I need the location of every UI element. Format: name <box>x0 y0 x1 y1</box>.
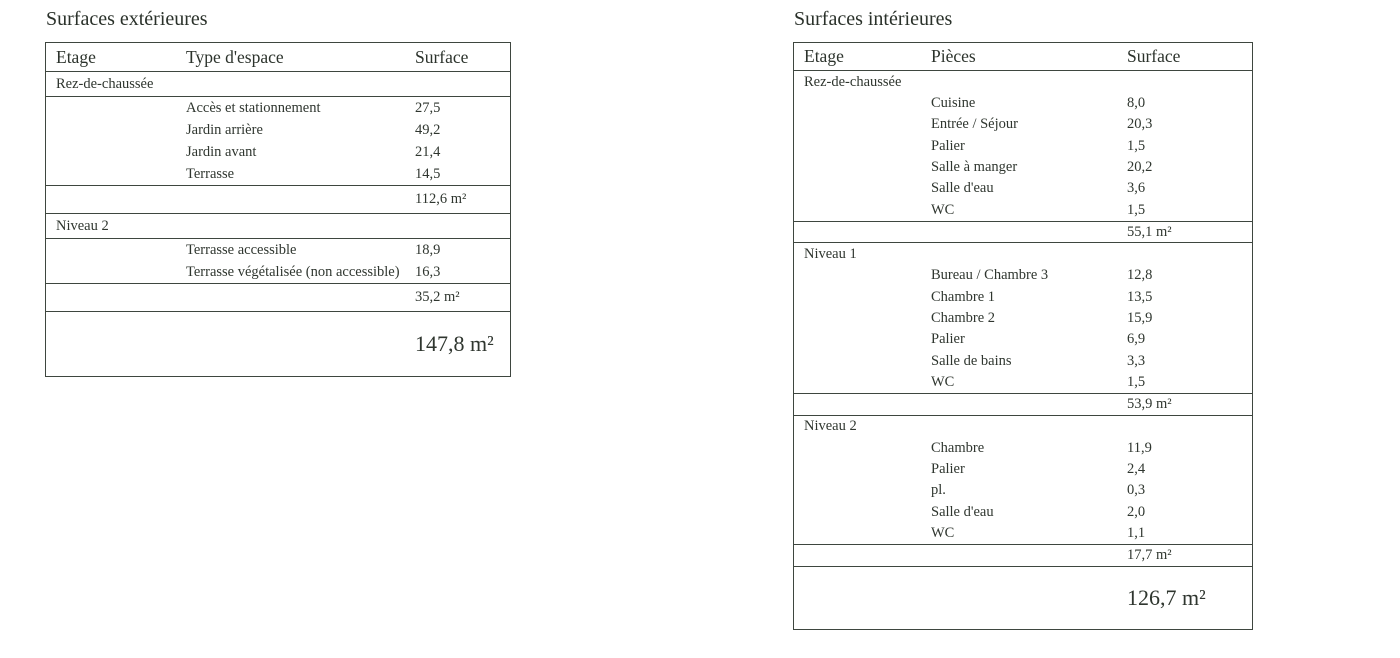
space-label: Jardin arrière <box>186 121 263 138</box>
surface-row <box>794 199 1252 220</box>
space-label: Entrée / Séjour <box>931 116 1018 133</box>
space-label: Accès et stationnement <box>186 99 321 116</box>
surface-value: 14,5 <box>415 165 441 182</box>
section-label: Niveau 2 <box>56 217 109 234</box>
surface-row <box>46 97 510 119</box>
surface-value: 11,9 <box>1127 439 1152 456</box>
surface-value: 1,5 <box>1127 373 1146 390</box>
interior-surfaces-title: Surfaces intérieures <box>794 8 953 30</box>
subtotal-value: 53,9 m² <box>1127 395 1172 412</box>
surface-row <box>794 287 1252 308</box>
table-body <box>46 72 510 376</box>
surface-value: 1,5 <box>1127 137 1146 154</box>
section-label: Niveau 1 <box>804 245 857 262</box>
surface-value: 27,5 <box>415 99 441 116</box>
surface-value: 20,3 <box>1127 116 1153 133</box>
table-header-row <box>46 43 510 72</box>
space-label: pl. <box>931 482 946 499</box>
space-label: Terrasse accessible <box>186 241 297 258</box>
subtotal-row <box>794 393 1252 416</box>
surface-value: 3,6 <box>1127 180 1146 197</box>
interior-surfaces-table <box>793 42 1253 630</box>
space-label: Jardin avant <box>186 143 257 160</box>
column-header-etage: Etage <box>56 46 96 67</box>
surface-value: 1,5 <box>1127 201 1146 218</box>
space-label: Chambre 2 <box>931 310 996 327</box>
subtotal-value: 35,2 m² <box>415 289 460 305</box>
subtotal-value: 55,1 m² <box>1127 223 1172 240</box>
exterior-surfaces-section <box>45 8 511 377</box>
surface-value: 2,0 <box>1127 503 1146 520</box>
space-label: Terrasse végétalisée (non accessible) <box>186 263 400 280</box>
section-label-row <box>794 243 1252 265</box>
surface-row <box>46 163 510 185</box>
surface-row <box>794 178 1252 199</box>
surface-row <box>794 459 1252 480</box>
exterior-surfaces-title: Surfaces extérieures <box>46 8 208 30</box>
surface-row <box>46 261 510 283</box>
total-row <box>794 567 1252 629</box>
space-label: Cuisine <box>931 95 976 112</box>
surface-row <box>46 141 510 163</box>
space-label: Salle d'eau <box>931 180 994 197</box>
space-label: Salle à manger <box>931 159 1018 176</box>
column-header-surface: Surface <box>415 46 469 67</box>
section-label-row <box>794 416 1252 438</box>
space-label: Salle d'eau <box>931 503 994 520</box>
surface-row <box>794 93 1252 114</box>
table-body <box>794 71 1252 629</box>
subtotal-row <box>794 544 1252 567</box>
surface-value: 49,2 <box>415 121 441 138</box>
subtotal-row <box>46 283 510 312</box>
surface-row <box>794 523 1252 544</box>
space-label: WC <box>931 373 955 390</box>
surface-row <box>46 239 510 261</box>
space-label: Terrasse <box>186 165 235 182</box>
total-row <box>46 312 510 376</box>
surface-row <box>794 308 1252 329</box>
space-label: Palier <box>931 461 965 477</box>
surface-value: 16,3 <box>415 263 441 280</box>
space-label: Palier <box>931 137 965 154</box>
surface-row <box>794 157 1252 178</box>
exterior-surfaces-table <box>45 42 511 377</box>
section-label-row <box>794 71 1252 93</box>
space-label: Palier <box>931 331 965 348</box>
total-value: 147,8 m² <box>415 331 494 356</box>
section-label: Rez-de-chaussée <box>56 75 154 92</box>
subtotal-value: 17,7 m² <box>1127 546 1172 563</box>
space-label: WC <box>931 201 955 218</box>
table-header-row <box>794 43 1252 71</box>
surface-value: 2,4 <box>1127 461 1146 477</box>
surface-value: 20,2 <box>1127 159 1153 176</box>
surface-row <box>794 372 1252 393</box>
subtotal-row <box>46 185 510 214</box>
surface-value: 15,9 <box>1127 310 1153 327</box>
surface-row <box>794 329 1252 350</box>
section-label: Niveau 2 <box>804 418 857 435</box>
subtotal-row <box>794 221 1252 244</box>
surface-value: 3,3 <box>1127 352 1146 369</box>
subtotal-value: 112,6 m² <box>415 191 467 207</box>
section-label-row <box>46 72 510 97</box>
total-value: 126,7 m² <box>1127 584 1206 610</box>
surface-value: 1,1 <box>1127 524 1146 541</box>
column-header-surface: Surface <box>1127 46 1181 66</box>
surface-row <box>794 501 1252 522</box>
surface-row <box>794 114 1252 135</box>
section-label-row <box>46 214 510 239</box>
surface-value: 18,9 <box>415 241 441 258</box>
surface-value: 8,0 <box>1127 95 1146 112</box>
space-label: Chambre 1 <box>931 288 996 305</box>
space-label: WC <box>931 524 955 541</box>
surface-value: 12,8 <box>1127 267 1153 284</box>
surface-row <box>794 438 1252 459</box>
surface-value: 0,3 <box>1127 482 1146 499</box>
space-label: Bureau / Chambre 3 <box>931 267 1049 284</box>
surface-row <box>794 265 1252 286</box>
surface-value: 21,4 <box>415 143 441 160</box>
column-header-pieces: Pièces <box>931 46 976 66</box>
section-label: Rez-de-chaussée <box>804 73 902 90</box>
space-label: Salle de bains <box>931 352 1012 369</box>
surface-row <box>46 119 510 141</box>
surface-row <box>794 136 1252 157</box>
column-header-type-espace: Type d'espace <box>186 46 284 67</box>
interior-surfaces-section <box>793 8 1253 630</box>
space-label: Chambre <box>931 439 985 456</box>
surface-value: 13,5 <box>1127 288 1153 305</box>
surface-value: 6,9 <box>1127 331 1146 348</box>
surface-row <box>794 350 1252 371</box>
surface-row <box>794 480 1252 501</box>
column-header-etage: Etage <box>804 46 844 66</box>
